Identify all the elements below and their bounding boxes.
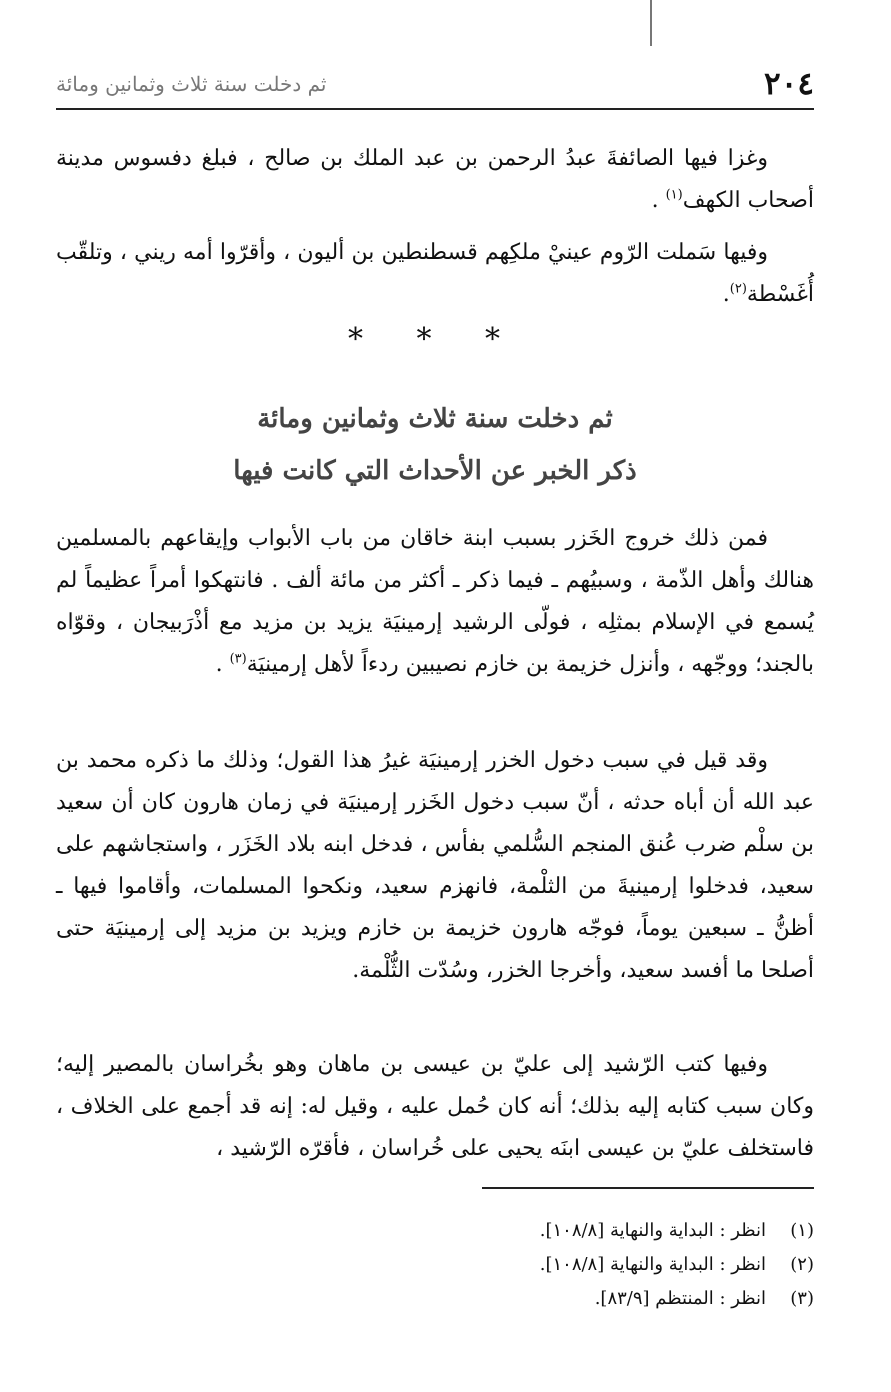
- footnotes: [200, 1214, 814, 1316]
- paragraph-2-text: وفيها سَملت الرّوم عينيْ ملكِهم قسطنطين بن أليون ، وأقرّوا أمه ريني ، وتلقّب أُغَسْطة: [56, 240, 814, 307]
- paragraph-1-text: وغزا فيها الصائفةَ عبدُ الرحمن بن عبد الملك بن صالح ، فبلغ دفسوس مدينة أصحاب الكهف: [56, 146, 814, 213]
- paragraph-4-text: وقد قيل في سبب دخول الخزر إرمينيَة غيرُ هذا القول؛ وذلك ما ذكره محمد بن عبد الله أن أباه حدثه ، أنّ سبب دخول الخَزر إرمينيَة في زمان هارون كان أن سعيد بن سلْم ضرب عُنق المنجم السُّلمي بفأس ، فدخل ابنه بلاد الخَزَر ، واستجاشهم على سعيد، فدخلوا إرمينيةَ من الثلْمة، فانهزم سعيد، ونكحوا المسلمات، وأقاموا فيها ـ أظنُّ ـ سبعين يوماً، فوجّه هارون خزيمة بن خازم ويزيد بن مزيد إلى إرمينيَة حتى أصلحا ما أفسد سعيد، وأخرجا الخزر، وسُدّت الثُّلْمة.: [56, 748, 814, 983]
- footnote-ref-1: (١): [665, 187, 683, 203]
- paragraph-5: [56, 1044, 814, 1170]
- running-title: ثم دخلت سنة ثلاث وثمانين ومائة: [56, 72, 327, 96]
- paragraph-3-end: .: [215, 652, 230, 677]
- paragraph-2: [56, 232, 814, 316]
- page-header: [56, 62, 814, 106]
- paragraph-5-text: وفيها كتب الرّشيد إلى عليّ بن عيسى بن ماهان وهو بخُراسان بالمصير إليه؛ وكان سبب كتابه إليه بذلك؛ أنه كان حُمل عليه ، وقيل له: إنه قد أجمع على الخلاف ، فاستخلف عليّ بن عيسى ابنَه يحيى على خُراسان ، فأقرّه الرّشيد ،: [56, 1052, 814, 1161]
- footnote-divider: [482, 1187, 814, 1189]
- footnote-number: (٢): [790, 1254, 814, 1275]
- footnote-ref-3: (٣): [229, 651, 247, 667]
- footnote-text: انظر : البداية والنهاية [١٠٨/٨].: [539, 1254, 766, 1275]
- footnote-ref-2: (٢): [729, 281, 747, 297]
- scan-mark: [650, 0, 652, 46]
- paragraph-3-text: فمن ذلك خروج الخَزر بسبب ابنة خاقان من باب الأبواب وإيقاعهم بالمسلمين هنالك وأهل الذّمة ، وسبيُهم ـ فيما ذكر ـ أكثر من مائة ألف . فانتهكوا أمراً عظيماً لم يُسمع في الإسلام بمثلِه ، فولّى الرشيد إرمينيَة يزيد بن مزيد مع أذْرَبيجان ، وقوّاه بالجند؛ ووجّهه ، وأنزل خزيمة بن خازم نصيبين ردءاً لأهل إرمينيَة: [56, 526, 814, 677]
- paragraph-3: [56, 518, 814, 686]
- footnote-number: (١): [790, 1220, 814, 1241]
- section-heading: ذكر الخبر عن الأحداث التي كانت فيها: [233, 456, 637, 486]
- footnote-number: (٣): [790, 1288, 814, 1309]
- footnote-text: انظر : المنتظم [٨٣/٩].: [594, 1288, 766, 1309]
- footnote-2: [200, 1248, 814, 1282]
- paragraph-2-end: .: [722, 282, 730, 307]
- header-divider: [56, 108, 814, 110]
- footnote-3: [200, 1282, 814, 1316]
- page-number: ٢٠٤: [764, 66, 814, 102]
- paragraph-4: [56, 740, 814, 992]
- footnote-1: [200, 1214, 814, 1248]
- footnote-text: انظر : البداية والنهاية [١٠٨/٨].: [539, 1220, 766, 1241]
- year-heading: ثم دخلت سنة ثلاث وثمانين ومائة: [257, 404, 613, 434]
- paragraph-1: [56, 138, 814, 222]
- section-separator: * * *: [347, 322, 523, 357]
- paragraph-1-end: .: [651, 188, 666, 213]
